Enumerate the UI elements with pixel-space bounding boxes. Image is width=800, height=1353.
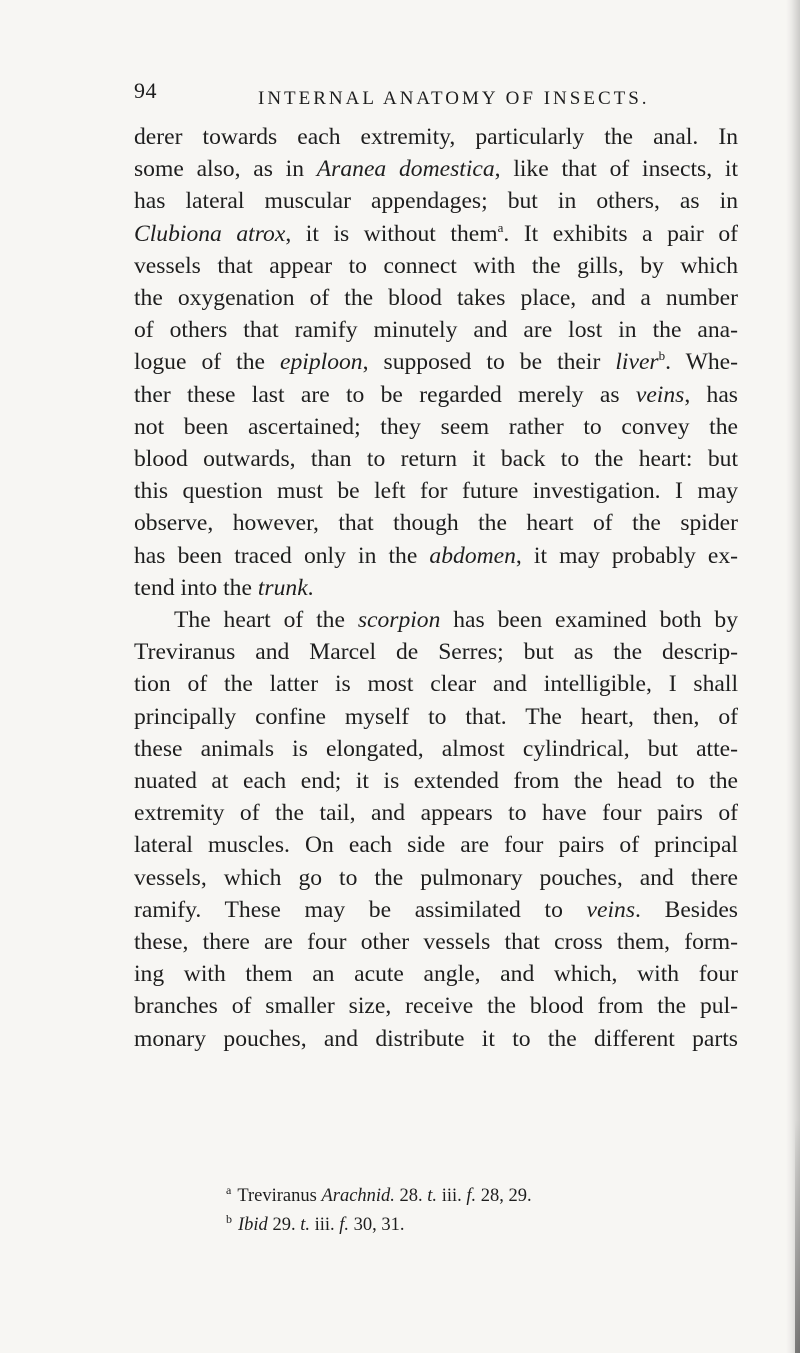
text-line: nuated at each end; it is extended from the head to the bbox=[134, 768, 738, 795]
text-line: ing with them an acute angle, and which, with four bbox=[134, 961, 738, 988]
text-line: extremity of the tail, and appears to have four pairs of bbox=[134, 800, 738, 827]
footnote-mark: b bbox=[226, 1212, 232, 1227]
footnote bbox=[226, 1179, 746, 1208]
text-line: lateral muscles. On each side are four pairs of principal bbox=[134, 832, 738, 859]
page-number: 94 bbox=[134, 78, 157, 103]
text-line: vessels, which go to the pulmonary pouches, and there bbox=[134, 864, 738, 891]
text-line: some also, as in Aranea domestica, like that of insects, it bbox=[134, 156, 738, 183]
text-line: this question must be left for future investigation. I may bbox=[134, 478, 738, 505]
text-line: ramify. These may be assimilated to veins. Besides bbox=[134, 896, 738, 923]
text-line: logue of the epiploon, supposed to be their liver$^b$. Whe- bbox=[134, 348, 739, 376]
text-line: principally confine myself to that. The heart, then, of bbox=[134, 703, 738, 730]
text-line: observe, however, that though the heart of the spider bbox=[134, 510, 738, 537]
footnote-text: Treviranus Arachnid. 28. t. iii. f. 28, 29. bbox=[237, 1186, 532, 1207]
text-line: the oxygenation of the blood takes place, and a number bbox=[134, 285, 738, 312]
text-line: derer towards each extremity, particularly the anal. In bbox=[134, 124, 738, 150]
running-head: INTERNAL ANATOMY OF INSECTS. bbox=[258, 88, 650, 109]
text-line: these animals is elongated, almost cylindrical, but atte- bbox=[134, 735, 738, 762]
body-text bbox=[134, 121, 738, 1055]
text-line: vessels that appear to connect with the gills, by which bbox=[134, 252, 738, 279]
text-line: branches of smaller size, receive the blood from the pul- bbox=[134, 993, 738, 1020]
text-line: Treviranus and Marcel de Serres; but as the descrip- bbox=[134, 639, 738, 666]
text-line: tend into the trunk. bbox=[134, 574, 314, 601]
text-line: has been traced only in the abdomen, it may probably ex- bbox=[134, 542, 738, 569]
page-edge-dark bbox=[795, 1120, 800, 1353]
text-line: ther these last are to be regarded merely as veins, has bbox=[134, 381, 738, 408]
text-line: not been ascertained; they seem rather to convey the bbox=[134, 413, 738, 440]
footnote-text: Ibid 29. t. iii. f. 30, 31. bbox=[238, 1215, 405, 1236]
text-line: these, there are four other vessels that cross them, form- bbox=[134, 929, 738, 956]
footnote-mark: a bbox=[226, 1183, 232, 1197]
footnote bbox=[226, 1208, 746, 1237]
text-line: monary pouches, and distribute it to the different parts bbox=[134, 1025, 738, 1052]
text-line: The heart of the scorpion has been examined both by bbox=[174, 607, 739, 634]
text-line: Clubiona atrox, it is without them$^a$. It exhibits a pair of bbox=[134, 219, 738, 247]
text-line: tion of the latter is most clear and intelligible, I shall bbox=[134, 671, 738, 698]
text-line: of others that ramify minutely and are lost in the ana- bbox=[134, 317, 738, 344]
text-line: has lateral muscular appendages; but in others, as in bbox=[134, 188, 738, 215]
text-line: blood outwards, than to return it back to the heart: but bbox=[134, 446, 738, 473]
footnotes bbox=[226, 1179, 746, 1237]
